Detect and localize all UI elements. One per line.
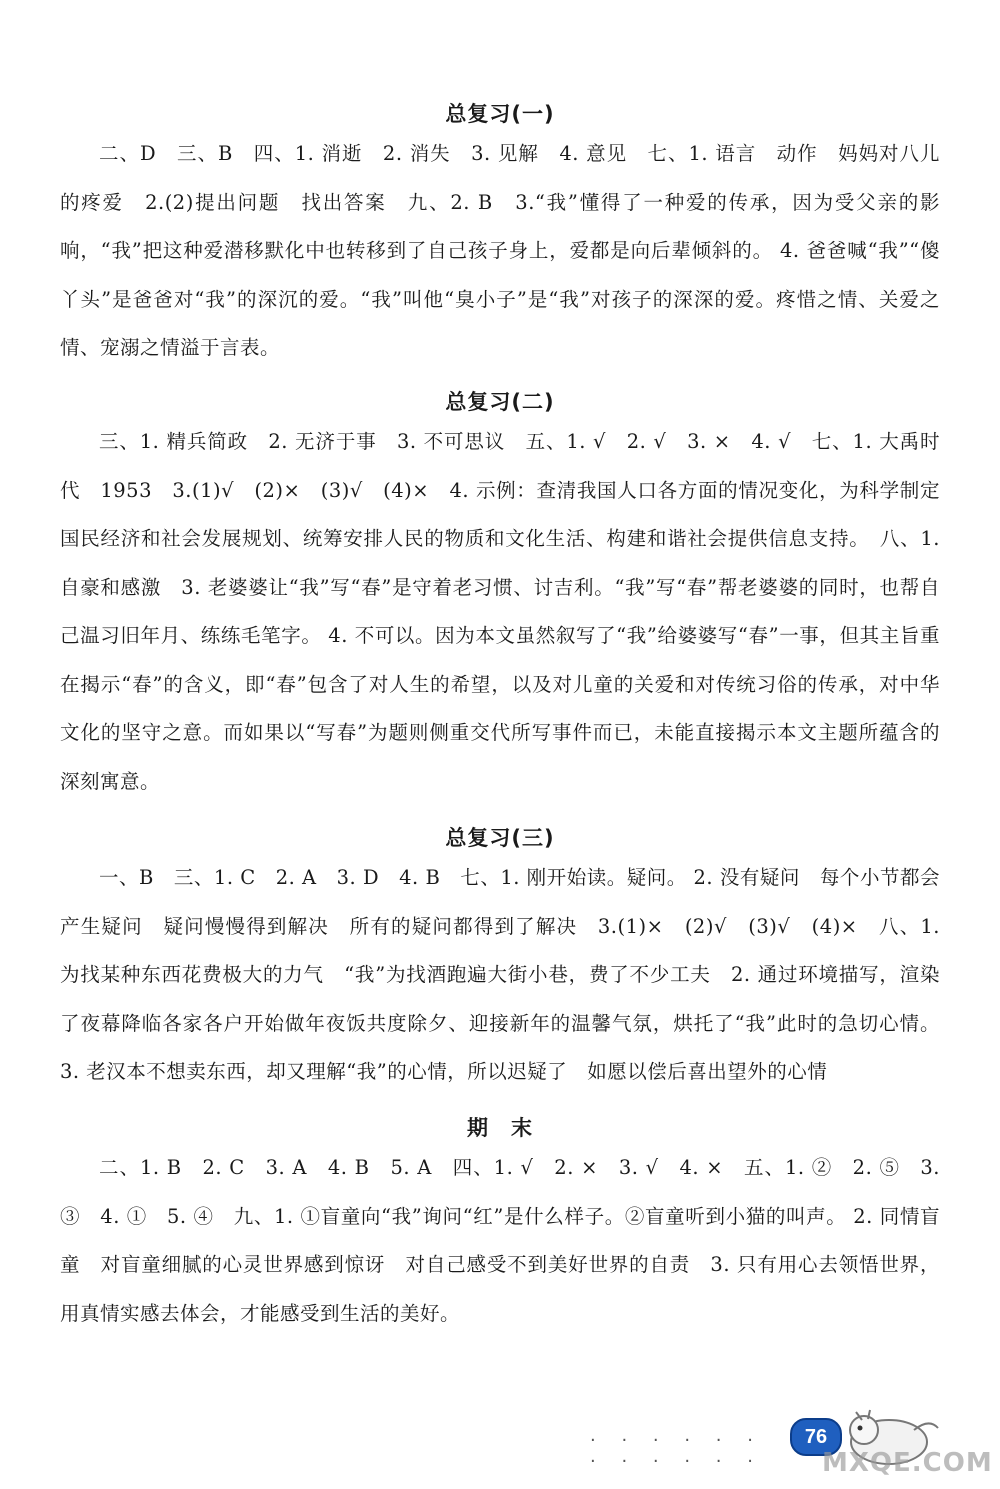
section-title-review-3: 总复习(三) (445, 826, 555, 850)
page-number-badge: 76 (790, 1418, 842, 1456)
section-body-review-1: 二、D 三、B 四、1. 消逝 2. 消失 3. 见解 4. 意见 七、1. 语言 动作 妈妈对八儿的疼爱 2.(2)提出问题 找出答案 九、2. B 3.“我”懂得了一种爱的传承，因为受父亲的影响，“我”把这种爱潜移默化中也转移到了自己孩子身上，爱都是向后辈倾斜的。 4. 爸爸喊“我”“傻丫头”是爸爸对“我”的深沉的爱。“我”叫他“臭小子”是“我”对孩子的深深的爱。疼惜之情、关爱之情、宠溺之情溢于言表。 (60, 142, 940, 359)
section-body-review-2: 三、1. 精兵简政 2. 无济于事 3. 不可思议 五、1. √ 2. √ 3. × 4. √ 七、1. 大禹时代 1953 3.(1)√ (2)× (3)√ (4)× 4. 示例：查清我国人口各方面的情况变化，为科学制定国民经济和社会发展规划、统筹安排人民的物质和文化生活、构建和谐社会提供信息支持。 八、1. 自豪和感激 3. 老婆婆让“我”写“春”是守着老习惯、讨吉利。“我”写“春”帮老婆婆的同时，也帮自己温习旧年月、练练毛笔字。 4. 不可以。因为本文虽然叙写了“我”给婆婆写“春”一事，但其主旨重在揭示“春”的含义，即“春”包含了对人生的希望，以及对儿童的关爱和对传统习俗的传承，对中华文化的坚守之意。而如果以“写春”为题则侧重交代所写事件而已，未能直接揭示本文主题所蕴含的深刻寓意。 (60, 430, 940, 793)
footer-dots: · · · · · · · · · · · · (590, 1430, 763, 1472)
section-body-final: 二、1. B 2. C 3. A 4. B 5. A 四、1. √ 2. × 3. √ 4. × 五、1. ② 2. ⑤ 3. ③ 4. ① 5. ④ 九、1. ①盲童向“我”询问“红”是什么样子。②盲童听到小猫的叫声。 2. 同情盲童 对盲童细腻的心灵世界感到惊讶 对自己感受不到美好世界的自责 3. 只有用心去领悟世界，用真情实感去体会，才能感受到生活的美好。 (60, 1156, 940, 1325)
section-title-final: 期 末 (467, 1116, 533, 1140)
section-title-review-1: 总复习(一) (445, 102, 555, 126)
section-title-review-2: 总复习(二) (445, 390, 555, 414)
watermark-text: MXQE.COM (822, 1448, 993, 1478)
section-body-review-3: 一、B 三、1. C 2. A 3. D 4. B 七、1. 刚开始读。疑问。 2. 没有疑问 每个小节都会产生疑问 疑问慢慢得到解决 所有的疑问都得到了解决 3.(1)× (2)√ (3)√ (4)× 八、1. 为找某种东西花费极大的力气 “我”为找酒跑遍大街小巷，费了不少工夫 2. 通过环境描写，渲染了夜幕降临各家各户开始做年夜饭共度除夕、迎接新年的温馨气氛，烘托了“我”此时的急切心情。 3. 老汉本不想卖东西，却又理解“我”的心情，所以迟疑了 如愿以偿后喜出望外的心情 (60, 866, 940, 1083)
